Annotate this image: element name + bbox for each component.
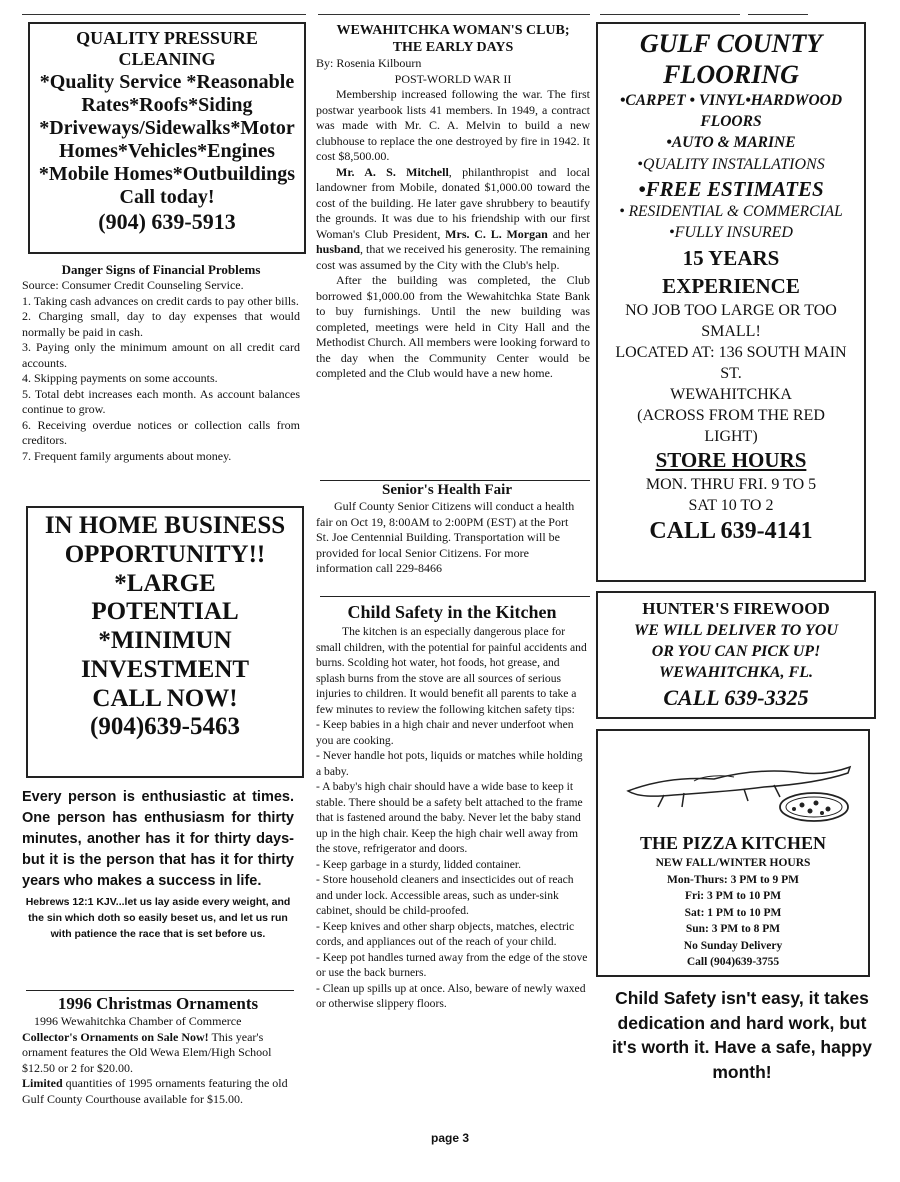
ornaments-p2a: Collector's Ornaments [22, 1029, 139, 1044]
senior-article [316, 482, 578, 577]
womans-p2d: and her [547, 226, 590, 241]
kitchen-intro: The kitchen is an especially dangerous place for small children, with the potential for painful accidents and burns. Scolding hot water, hot foods, hot grease, and splash burns from the stove are all sources of serious injuries to children. It would benefit all parents to take a few minutes to review the following kitchen safety tips: [316, 625, 587, 716]
flooring-ad [596, 22, 866, 582]
womans-club-article [316, 22, 590, 382]
list-item: 3. Paying only the minimum amount on all credit card accounts. [22, 340, 300, 370]
pizza-line-2: Mon-Thurs: 3 PM to 9 PM [667, 873, 799, 886]
flooring-line-16: SAT 10 TO 2 [688, 497, 774, 514]
kitchen-article [316, 600, 588, 1012]
ornaments-article [22, 994, 294, 1107]
flooring-line-4: •QUALITY INSTALLATIONS [637, 156, 825, 173]
list-item: 2. Charging small, day to day expenses that would normally be paid in cash. [22, 309, 300, 339]
firewood-line-2: WE WILL DELIVER TO YOU [634, 622, 838, 639]
pizza-line-7: Call (904)639-3755 [686, 956, 780, 968]
list-item: - Clean up spills up at once. Also, beware of newly waxed or otherwise slippery floors. [316, 981, 586, 1010]
senior-text: Gulf County Senior Citizens will conduct a health fair on Oct 19, 8:00AM to 2:00PM (EST) at the Port St. Joe Centennial Building. Transportation will be provided for local Senior Citizens. For more information call 229-8466 [316, 499, 575, 575]
flooring-line-12: WEWAHITCHKA [670, 386, 792, 403]
homebiz-line-3: *LARGE [114, 569, 216, 597]
homebiz-phone: (904)639-5463 [90, 713, 240, 741]
senior-title: Senior's Health Fair [382, 482, 512, 498]
list-item: 5. Total debt increases each month. As account balances continue to grow. [22, 386, 300, 416]
ornaments-p1: 1996 Wewahitchka Chamber of Commerce [34, 1014, 242, 1028]
list-item: 1. Taking cash advances on credit cards to pay other bills. [22, 293, 299, 308]
womans-byline: By: Rosenia Kilbourn [316, 56, 422, 70]
list-item: - Never handle hot pots, liquids or matches while holding a baby. [316, 749, 583, 778]
pressure-line-3: *Driveways/Sidewalks*Motor [39, 117, 295, 140]
homebiz-line-6: INVESTMENT [80, 655, 250, 683]
womans-p1: Membership increased following the war. The first postwar yearbook lists 41 members. In 1949, a contract was made with Mr. C. A. Melvin to build a new clubhouse to replace the one destroyed by fire in 1942. It cost $8,500.00. [316, 87, 590, 163]
flooring-line-7: •FULLY INSURED [669, 224, 793, 241]
ornaments-p3a: Limited [22, 1076, 63, 1090]
list-item: - Keep knives and other sharp objects, matches, electric cords, and appliances out of the reach of your child. [316, 919, 575, 948]
flooring-line-9: EXPERIENCE [662, 274, 800, 298]
list-item: - Store household cleaners and insecticides out of reach and under lock. Accessible areas, such as under-sink cabinet, should be child-proofed. [316, 873, 574, 917]
homebiz-line-1: IN HOME BUSINESS [44, 512, 286, 539]
womans-p2e: husband [316, 242, 361, 256]
pizza-line-1: NEW FALL/WINTER HOURS [655, 857, 811, 869]
pressure-title-2: CLEANING [118, 48, 216, 69]
list-item: 4. Skipping payments on some accounts. [22, 371, 218, 385]
ornaments-p2b: on Sale Now! [138, 1029, 209, 1044]
top-rule-left [22, 14, 306, 15]
list-item: - Keep pot handles turned away from the edge of the stove or use the back burners. [316, 950, 588, 979]
pressure-line-1: *Quality Service *Reasonable [39, 71, 295, 94]
list-item: 7. Frequent family arguments about money. [22, 448, 232, 463]
flooring-line-15: MON. THRU FRI. 9 TO 5 [645, 476, 817, 493]
pizza-line-6: No Sunday Delivery [683, 939, 783, 952]
home-business-ad [26, 506, 304, 778]
flooring-title-1: GULF COUNTY [639, 29, 823, 58]
flooring-line-13: (ACROSS FROM THE RED LIGHT) [637, 407, 825, 445]
ornaments-title: 1996 Christmas Ornaments [57, 994, 259, 1013]
flooring-title-2: FLOORING [663, 60, 799, 89]
pizza-kitchen-ad [596, 729, 870, 977]
page-number: page 3 [430, 1131, 469, 1145]
pressure-line-4: Homes*Vehicles*Engines [59, 140, 275, 163]
pressure-line-6: Call today! [119, 186, 215, 209]
kitchen-rule [320, 596, 590, 597]
flooring-store-hours: STORE HOURS [655, 448, 807, 472]
financial-source: Source: Consumer Credit Counseling Service. [22, 278, 244, 292]
pressure-line-2: Rates*Roofs*Siding [81, 94, 253, 117]
firewood-line-4: WEWAHITCHKA, FL. [659, 664, 813, 681]
womans-p2b: , philanthropist and local landowner from Mobile, donated $1,000.00 toward the cost of the building. He later gave shrubbery to beautify the grounds. It was due to his friendship with our first Woman's Club President, [316, 164, 590, 241]
alligator-pizza-icon [624, 751, 854, 831]
firewood-phone: CALL 639-3325 [663, 685, 809, 710]
senior-rule [320, 480, 590, 481]
list-item: - A baby's high chair should have a wide base to keep it stable. There should be a safety belt attached to the frame that is fastened around the baby. Never let the baby stand up in the high chair. Keep the high chair well away from the stove, refrigerator and doors. [316, 780, 583, 855]
firewood-ad [596, 591, 876, 719]
pizza-title: THE PIZZA KITCHEN [639, 833, 827, 853]
flooring-line-1: •CARPET • VINYL•HARDWOOD [619, 92, 843, 109]
flooring-line-6: • RESIDENTIAL & COMMERCIAL [619, 203, 843, 220]
pressure-line-5: *Mobile Homes*Outbuildings [38, 163, 296, 186]
ornaments-p3b: quantities of 1995 ornaments featuring the old Gulf County Courthouse available for $15.00. [22, 1076, 288, 1106]
list-item: - Keep garbage in a sturdy, lidded container. [316, 857, 521, 871]
pressure-title-1: QUALITY PRESSURE [76, 28, 258, 48]
top-rule-right-b [748, 14, 808, 15]
womans-p2a: Mr. A. S. Mitchell [336, 164, 449, 179]
financial-list [22, 278, 300, 464]
ornaments-p2c: This year's ornament features the Old Wewa Elem/High School $12.50 or 2 for $20.00. [22, 1029, 272, 1075]
homebiz-line-7: CALL NOW! [92, 684, 238, 712]
top-rule-right-a [600, 14, 740, 15]
pressure-phone: (904) 639-5913 [98, 209, 236, 235]
pizza-line-5: Sun: 3 PM to 8 PM [685, 923, 781, 935]
flooring-line-2: FLOORS [700, 113, 762, 130]
firewood-line-3: OR YOU CAN PICK UP! [651, 643, 821, 660]
womans-p3: After the building was completed, the Club borrowed $1,000.00 from the Wewahitchka State Bank to buy furnishings. Until the new building was completed, meetings were held in City Hall and the Methodist Church. All members were looking forward to the day when the Community Center would be completed and the Club would have a new home. [316, 273, 590, 380]
financial-title: Danger Signs of Financial Problems [61, 262, 261, 277]
pizza-line-4: Sat: 1 PM to 10 PM [684, 906, 782, 919]
ornaments-rule [26, 990, 294, 991]
homebiz-line-2: OPPORTUNITY!! [64, 540, 266, 568]
top-rule-mid [318, 14, 590, 15]
pressure-cleaning-ad [28, 22, 306, 254]
list-item: 6. Receiving overdue notices or collection calls from creditors. [22, 417, 300, 447]
womans-title-2: THE EARLY DAYS [392, 40, 514, 55]
quote-text: Every person is enthusiastic at times. One person has enthusiasm for thirty minutes, another has it for thirty days-but it is the person that has it for thirty years who makes a success in life. [22, 789, 294, 889]
homebiz-line-4: POTENTIAL [91, 598, 239, 626]
womans-subtitle: POST-WORLD WAR II [394, 71, 512, 86]
list-item: - Keep babies in a high chair and never underfoot when you are cooking. [316, 718, 574, 747]
quote-verse: Hebrews 12:1 KJV...let us lay aside every weight, and the sin which doth so easily beset us, and let us run with patience the race that is set before us. [25, 896, 291, 940]
kitchen-title: Child Safety in the Kitchen [347, 602, 557, 622]
womans-p2f: , that we received his generosity. The remaining cost was assumed by the City with the Club's help. [316, 242, 590, 272]
financial-article [22, 262, 300, 464]
flooring-line-3: •AUTO & MARINE [666, 134, 796, 151]
flooring-line-8: 15 YEARS [682, 246, 780, 270]
womans-p2c: Mrs. C. L. Morgan [445, 226, 548, 241]
quote-block [22, 787, 294, 942]
flooring-line-11: LOCATED AT: 136 SOUTH MAIN ST. [615, 344, 847, 382]
flooring-line-10: NO JOB TOO LARGE OR TOO SMALL! [625, 302, 837, 340]
homebiz-line-5: *MINIMUN [98, 627, 232, 654]
firewood-line-1: HUNTER'S FIREWOOD [642, 599, 830, 618]
womans-title-1: WEWAHITCHKA WOMAN'S CLUB; [336, 23, 570, 38]
closing-message: Child Safety isn't easy, it takes dedication and hard work, but it's worth it. Have a safe, happy month! [612, 988, 872, 1082]
flooring-line-5: •FREE ESTIMATES [638, 177, 824, 201]
flooring-phone: CALL 639-4141 [649, 518, 813, 544]
pizza-line-3: Fri: 3 PM to 10 PM [684, 890, 782, 902]
